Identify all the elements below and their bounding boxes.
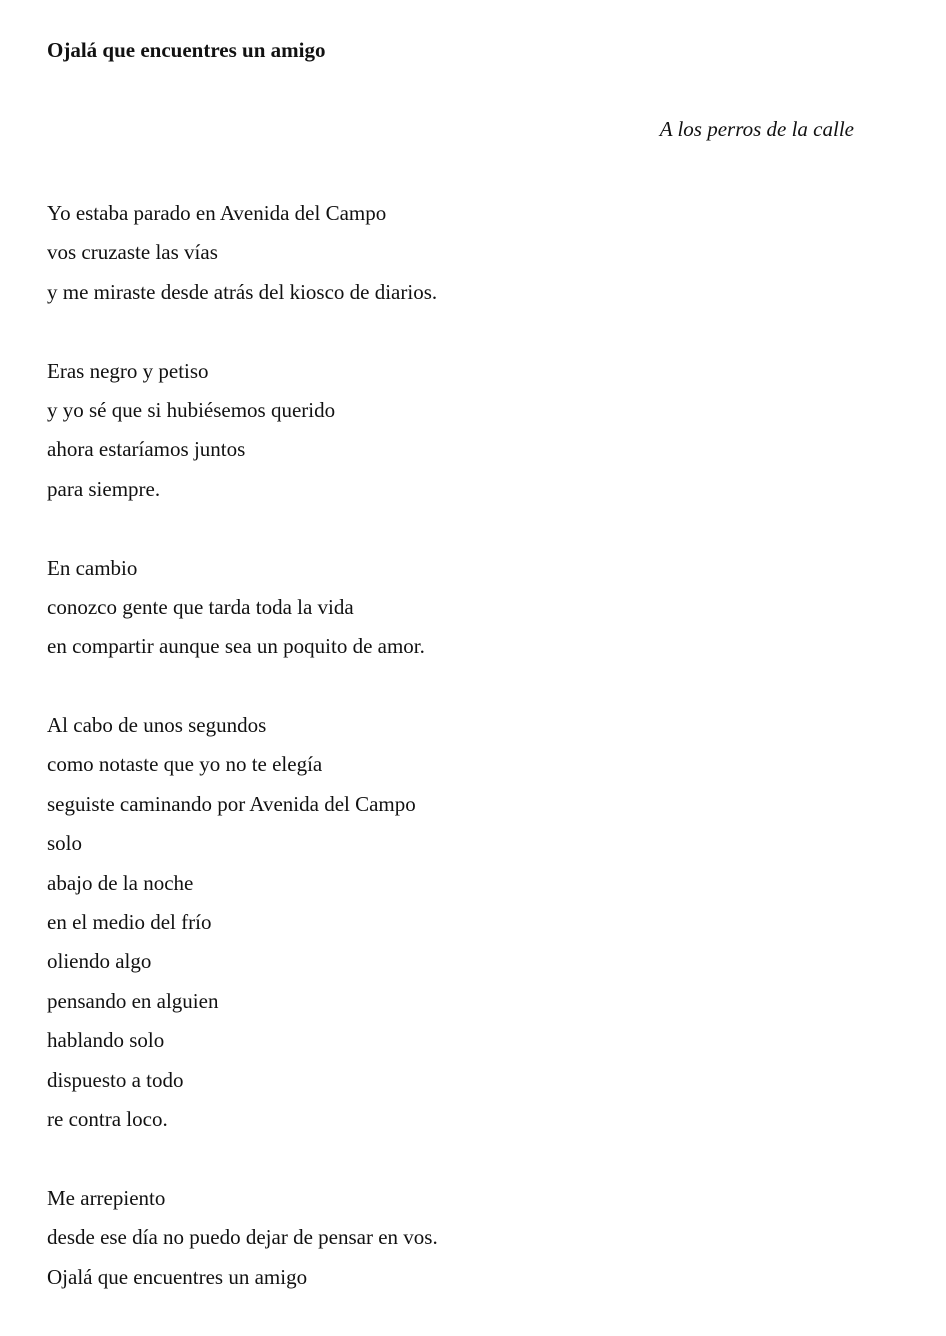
poem-body bbox=[47, 194, 907, 1336]
poem-line: oliendo algo bbox=[47, 949, 152, 974]
poem-line: Ojalá que encuentres un amigo bbox=[47, 1264, 308, 1289]
poem-line: Eras negro y petiso bbox=[47, 358, 209, 383]
poem-line: seguiste caminando por Avenida del Campo bbox=[47, 791, 416, 816]
poem-line: desde ese día no puedo dejar de pensar en vos. bbox=[47, 1225, 438, 1250]
poem-line: en el medio del frío bbox=[47, 910, 212, 935]
stanza-4 bbox=[47, 706, 907, 1139]
poem-line: Al cabo de unos segundos bbox=[47, 713, 267, 738]
poem-line: en compartir aunque sea un poquito de amor. bbox=[47, 634, 425, 659]
poem-line: como notaste que yo no te elegía bbox=[47, 752, 323, 777]
poem-line: y me miraste desde atrás del kiosco de diarios. bbox=[47, 279, 438, 304]
poem-line: conozco gente que tarda toda la vida bbox=[47, 594, 354, 619]
stanza-2 bbox=[47, 352, 907, 510]
poem-line: para siempre. bbox=[47, 476, 161, 501]
stanza-3 bbox=[47, 549, 907, 667]
poem-line: En cambio bbox=[47, 555, 138, 580]
poem-line: y yo sé que si hubiésemos querido bbox=[47, 397, 336, 422]
poem-line: Me arrepiento bbox=[47, 1185, 166, 1210]
poem-line: re contra loco. bbox=[47, 1106, 168, 1131]
poem-title: Ojalá que encuentres un amigo bbox=[47, 38, 326, 62]
poem-line: vos cruzaste las vías bbox=[47, 240, 218, 265]
poem-line: abajo de la noche bbox=[47, 870, 194, 895]
poem-line: solo bbox=[47, 831, 83, 856]
poem-line: Yo estaba parado en Avenida del Campo bbox=[47, 201, 387, 225]
poem-line: hablando solo bbox=[47, 1028, 165, 1053]
poem-dedication: A los perros de la calle bbox=[659, 117, 854, 141]
poem-line: pensando en alguien bbox=[47, 988, 219, 1013]
poem-line: dispuesto a todo bbox=[47, 1067, 184, 1092]
poem-line: ahora estaríamos juntos bbox=[47, 437, 246, 462]
stanza-1 bbox=[47, 194, 907, 312]
stanza-5 bbox=[47, 1179, 907, 1297]
